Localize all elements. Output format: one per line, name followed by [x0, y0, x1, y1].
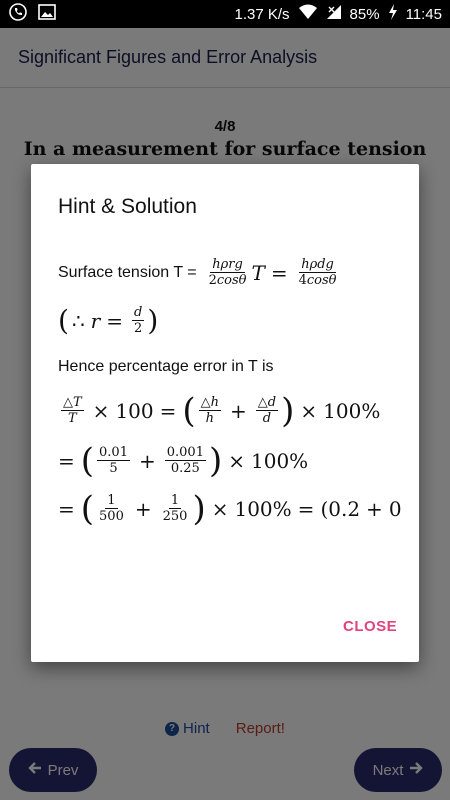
formula-delta-T: $\frac{\triangle T}{T}$ × 100 = ( $\frac{\triangle h}{h}$ + $\frac{\triangle d}{d}$ ) × 100%	[63, 391, 381, 431]
wifi-icon	[298, 4, 318, 24]
phone-icon	[8, 2, 28, 26]
clock: 11:45	[405, 5, 442, 23]
percentage-error-label: Hence percentage error in T is	[58, 358, 274, 375]
math-T: T	[251, 261, 265, 286]
network-speed: 1.37 K/s	[234, 5, 290, 23]
status-bar	[0, 0, 450, 28]
fraction-hpdg-4cos: $\frac{\text{hρdg}}{4\cos\theta}$	[298, 257, 337, 289]
formula-surface-tension: Surface tension T = $\frac{\text{hρrg}}{2\cos\theta}$ T = $\frac{\text{hρdg}}{4\cos\theta}$	[58, 257, 337, 289]
formula-r-equals: ( ∴ r = $\frac{d}{2}$ )	[58, 304, 159, 338]
signal-icon	[326, 4, 342, 24]
image-icon	[38, 4, 56, 24]
hint-solution-dialog	[31, 164, 419, 662]
fraction-hprg-2cos: $\frac{\text{hρrg}}{2\cos\theta}$	[208, 257, 247, 289]
formula-substituted: = ( $\frac{0.01}{5}$ + $\frac{0.001}{0.25}$ ) × 100%	[58, 441, 309, 481]
charging-icon	[388, 4, 398, 24]
dialog-title: Hint & Solution	[58, 195, 197, 218]
close-button[interactable]: CLOSE	[343, 618, 398, 635]
percentage-error-text	[58, 358, 274, 376]
battery-level: 85%	[349, 5, 380, 23]
surface-tension-label: Surface tension T =	[58, 264, 197, 282]
formula-result: = ( $\frac{1}{500}$ + $\frac{1}{250}$ ) × 100% = (0.2 + 0	[58, 489, 402, 529]
